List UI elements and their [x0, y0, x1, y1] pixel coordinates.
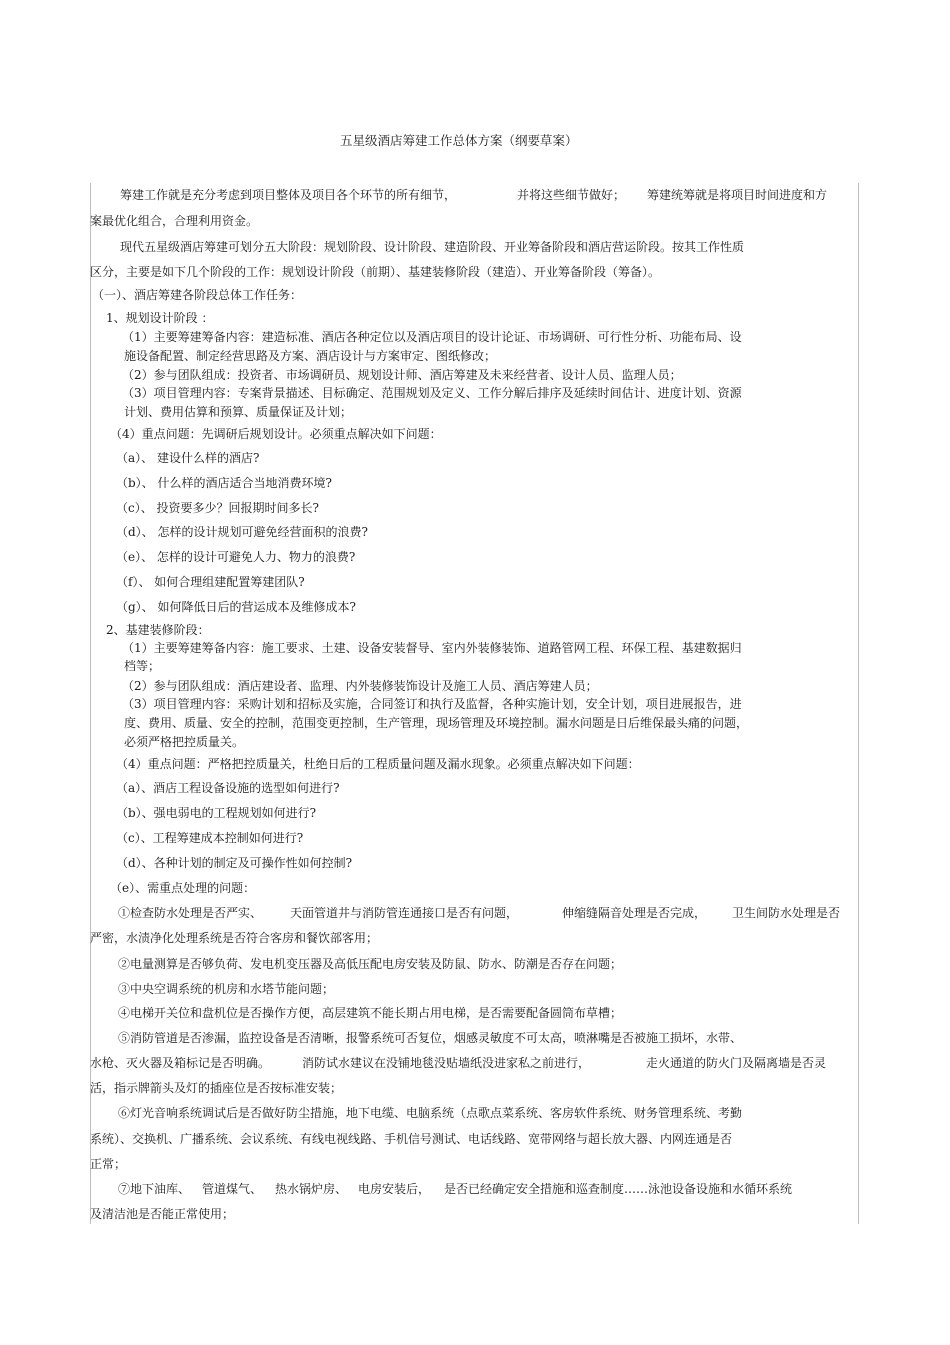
question-item: （d）、各种计划的制定及可操作性如何控制? — [116, 856, 353, 870]
phase-heading: 1、规划设计阶段 ： — [106, 311, 214, 325]
right-margin-line — [858, 183, 859, 1224]
phase-text: （1）主要筹建筹备内容：建造标准、酒店各种定位以及酒店项目的设计论证、市场调研、可行性分析、功能布局、设 — [122, 330, 742, 344]
check-item: ③中央空调系统的机房和水塔节能问题； — [118, 982, 335, 996]
phase-text: （3）项目管理内容：专案背景描述、目标确定、范围规划及定义、工作分解后排序及延续时间估计、进度计划、资源 — [122, 386, 742, 400]
check-item: 电房安装后， — [358, 1182, 431, 1196]
phase-text: 档等； — [124, 659, 161, 673]
phase-text: 必须严格把控质量关。 — [124, 735, 245, 749]
check-item: 及清洁池是否能正常使用； — [90, 1207, 235, 1221]
phase-heading: 2、基建装修阶段： — [106, 623, 210, 637]
check-item: 走火通道的防火门及隔离墙是否灵 — [646, 1056, 827, 1070]
check-item: 管道煤气、 — [202, 1182, 263, 1196]
question-item: （a）、酒店工程设备设施的选型如何进行? — [116, 781, 340, 795]
phase-text: 计划、费用估算和预算、质量保证及计划； — [124, 405, 353, 419]
check-item: ④电梯开关位和盘机位是否操作方便，高层建筑不能长期占用电梯，是否需要配备圆筒布草槽； — [118, 1006, 623, 1020]
intro-line: 案最优化组合，合理利用资金。 — [90, 214, 259, 228]
check-item: 是否已经确定安全措施和巡查制度……泳池设备设施和水循环系统 — [444, 1182, 793, 1196]
check-item: 水枪、灭火器及箱标记是否明确。 — [90, 1056, 271, 1070]
phase-text: 度、费用、质量、安全的控制，范围变更控制，生产管理，现场管理及环境控制。漏水问题是日后维保最头痛的问题， — [124, 716, 749, 730]
check-item: 正常； — [90, 1157, 127, 1171]
phase-text: （2）参与团队组成：酒店建设者、监理、内外装修装饰设计及施工人员、酒店筹建人员； — [122, 679, 598, 693]
question-item: （c）、工程筹建成本控制如何进行? — [116, 831, 304, 845]
phase-text: 施设备配置、制定经营思路及方案、酒店设计与方案审定、图纸修改； — [124, 349, 497, 363]
check-item: ⑦地下油库、 — [118, 1182, 191, 1196]
phase-text: （1）主要筹建筹备内容：施工要求、土建、设备安装督导、室内外装修装饰、道路管网工程、环保工程、基建数据归 — [122, 641, 742, 655]
page-title: 五星级酒店筹建工作总体方案（纲要草案） — [340, 133, 578, 148]
intro-line: 筹建统筹就是将项目时间进度和方 — [647, 188, 828, 202]
phase-text: （3）项目管理内容：采购计划和招标及实施，合同签订和执行及监督，各种实施计划，安全计划，项目进展报告，进 — [122, 697, 742, 711]
intro-line: 区分，主要是如下几个阶段的工作：规划设计阶段（前期）、基建装修阶段（建造）、开业筹备阶段（筹备）。 — [90, 265, 661, 279]
check-item: ⑥灯光音响系统调试后是否做好防尘措施，地下电缆、电脑系统（点歌点菜系统、客房软件系统、财务管理系统、考勤 — [118, 1106, 743, 1120]
sub-heading: （e）、需重点处理的问题： — [110, 881, 256, 895]
question-item: （e）、 怎样的设计可避免人力、物力的浪费? — [116, 550, 356, 564]
check-item: 严密，水渍净化处理系统是否符合客房和餐饮部客用； — [90, 931, 379, 945]
check-item: 伸缩缝隔音处理是否完成， — [562, 906, 707, 920]
question-item: （b）、强电弱电的工程规划如何进行? — [116, 806, 317, 820]
check-item: 卫生间防水处理是否 — [732, 906, 841, 920]
section-heading: （一）、酒店筹建各阶段总体工作任务： — [92, 288, 303, 302]
question-item: （d）、 怎样的设计规划可避免经营面积的浪费? — [116, 525, 368, 539]
question-item: （c）、 投资要多少？回报期时间多长? — [116, 501, 319, 515]
intro-line: 现代五星级酒店筹建可划分五大阶段：规划阶段、设计阶段、建造阶段、开业筹备阶段和酒店营运阶段。按其工作性质 — [120, 240, 745, 254]
check-item: ⑤消防管道是否渗漏，监控设备是否清晰，报警系统可否复位，烟感灵敏度不可太高，喷淋嘴是否被施工损坏，水带、 — [118, 1031, 743, 1045]
check-item: 系统）、交换机、广播系统、会议系统、有线电视线路、手机信号测试、电话线路、宽带网络与超长放大器、内网连通是否 — [90, 1132, 733, 1146]
question-item: （g）、 如何降低日后的营运成本及维修成本? — [116, 600, 356, 614]
phase-text: （4）重点问题：先调研后规划设计。必须重点解决如下问题： — [110, 427, 442, 441]
check-item: 热水锅炉房、 — [275, 1182, 348, 1196]
check-item: 消防试水建议在没铺地毯没贴墙纸没进家私之前进行， — [302, 1056, 591, 1070]
intro-line: 并将这些细节做好； — [517, 188, 626, 202]
phase-text: （4）重点问题：严格把控质量关，杜绝日后的工程质量问题及漏水现象。必须重点解决如下问题： — [116, 757, 640, 771]
question-item: （f）、 如何合理组建配置筹建团队? — [116, 575, 305, 589]
intro-line: 筹建工作就是充分考虑到项目整体及项目各个环节的所有细节， — [120, 188, 457, 202]
check-item: 天面管道井与消防管连通接口是否有问题， — [290, 906, 519, 920]
check-item: ②电量测算是否够负荷、发电机变压器及高低压配电房安装及防鼠、防水、防潮是否存在问题； — [118, 957, 623, 971]
phase-text: （2）参与团队组成：投资者、市场调研员、规划设计师、酒店筹建及未来经营者、设计人员、监理人员； — [122, 368, 682, 382]
check-item: ①检查防水处理是否严实、 — [118, 906, 263, 920]
question-item: （b）、 什么样的酒店适合当地消费环境? — [116, 476, 332, 490]
check-item: 活，指示牌箭头及灯的插座位是否按标准安装； — [90, 1081, 343, 1095]
question-item: （a）、 建设什么样的酒店? — [116, 451, 260, 465]
